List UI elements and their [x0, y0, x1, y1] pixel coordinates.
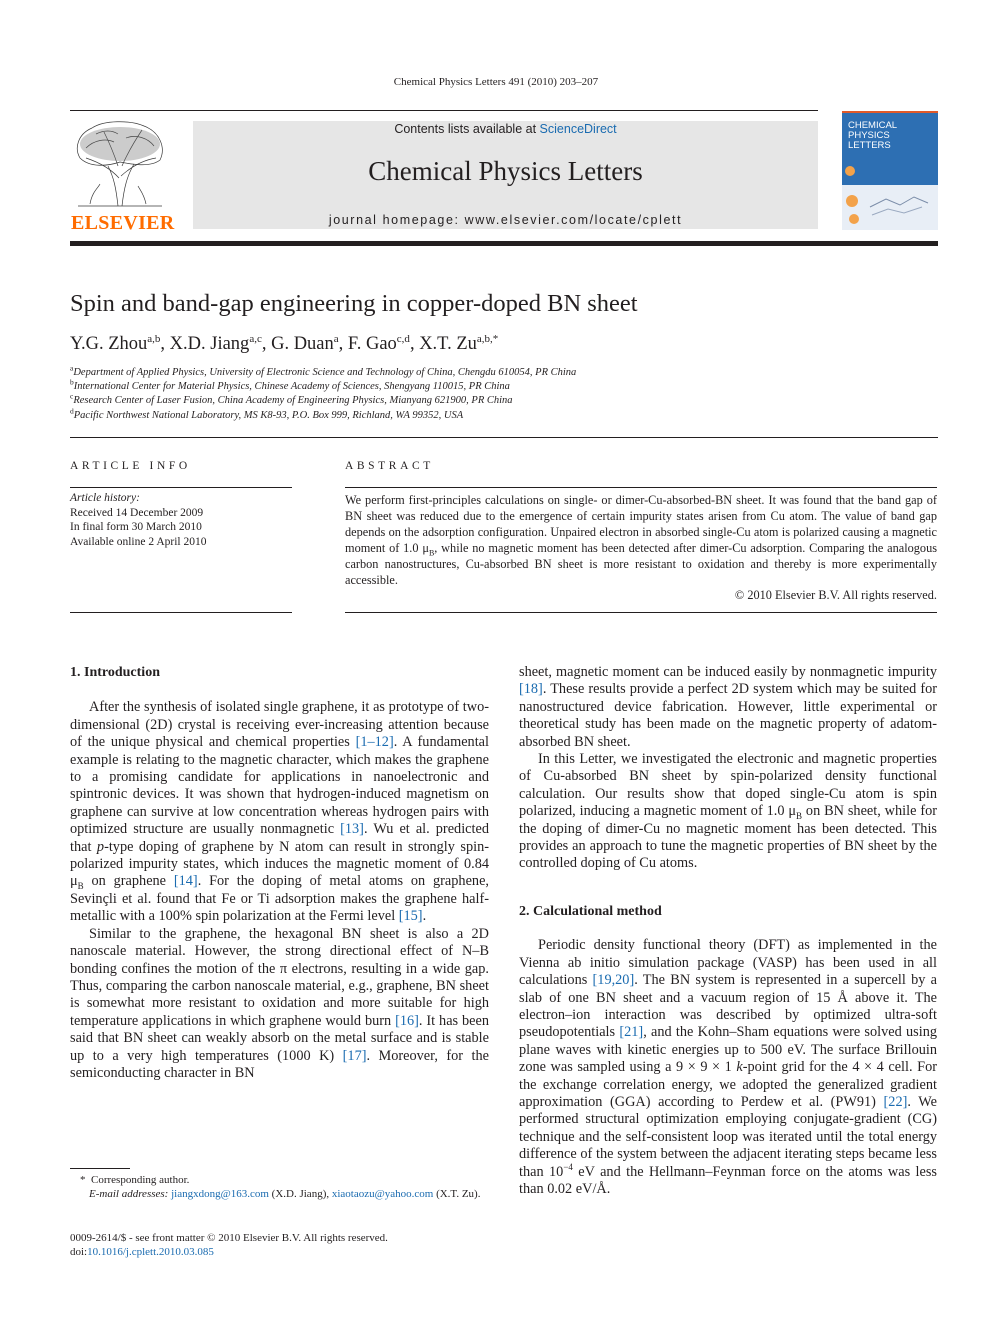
- journal-homepage[interactable]: journal homepage: www.elsevier.com/locate/cplett: [328, 213, 683, 227]
- cover-title: CHEMICAL PHYSICS LETTERS: [848, 120, 898, 151]
- author-affil-marker: a,b,*: [476, 332, 499, 345]
- journal-name: Chemical Physics Letters: [368, 156, 643, 186]
- email-addresses: E-mail addresses: jiangxdong@163.com (X.D. Jiang), xiaotaozu@yahoo.com (X.T. Zu).: [89, 1188, 481, 1200]
- running-head: Chemical Physics Letters 491 (2010) 203–207: [393, 76, 599, 88]
- author-affil-marker: a: [333, 332, 339, 345]
- abstract-text: We perform first-principles calculations on single- or dimer-Cu-absorbed-BN sheet. It was found that the band gap of BN sheet was reduced due to the emergence of certain impurity states arisen from Cu atom. The value of band gap depends on the adsorption configuration. Unpaired electron in absorbed single-Cu atom is polarized causing a magnetic moment of 1.0 $\mu_B$, while no magnetic moment has been detected after dimer-Cu adsorption. Comparing the analogous carbon nanostructures, Cu-absorbed BN sheet is more resistant to oxidation and thereby is more experimentally accessible.: [345, 493, 937, 587]
- citation-link[interactable]: [21]: [619, 1024, 644, 1041]
- article-info-rule: [70, 487, 292, 488]
- revised-date: In final form 30 March 2010: [70, 521, 202, 533]
- footnote-block: [70, 1173, 490, 1201]
- abstract-bottom-rule: [345, 612, 937, 613]
- left-column: [70, 664, 489, 1082]
- article-info-bottom-rule: [70, 612, 292, 613]
- section-heading-introduction: 1. Introduction: [70, 665, 160, 680]
- online-date: Available online 2 April 2010: [70, 535, 207, 548]
- header-top-rule: [70, 110, 818, 111]
- header-thick-rule: [70, 241, 938, 246]
- abstract-heading: ABSTRACT: [345, 460, 434, 472]
- footnote-rule: [70, 1168, 130, 1169]
- elsevier-tree-logo: [70, 118, 170, 210]
- affiliation-rule: [70, 437, 938, 438]
- section-heading-method: 2. Calculational method: [519, 903, 662, 919]
- author-name: X.T. Zu: [419, 334, 477, 354]
- elsevier-wordmark: ELSEVIER: [71, 212, 175, 234]
- author-affil-marker: c,d: [396, 332, 410, 345]
- affiliation-b: $^b$International Center for Material Physics, Chinese Academy of Sciences, Shengyang 110015, PR China: [70, 377, 510, 392]
- citation-link[interactable]: [13]: [340, 821, 364, 838]
- author-affil-marker: a,c: [249, 332, 262, 345]
- contents-prefix: Contents lists available at: [394, 122, 537, 136]
- email-link[interactable]: jiangxdong@163.com: [171, 1188, 269, 1200]
- affiliation-a: $^a$Department of Applied Physics, University of Electronic Science and Technology of China, Chengdu 610054, PR China: [70, 363, 577, 378]
- citation-link[interactable]: [1–12]: [355, 734, 394, 751]
- intro-paragraph-2: Similar to the graphene, the hexagonal BN sheet is also a 2D nanoscale material. However, the strong directional effect of N–B bonding confines the motion of the π electrons, resulting in a wide gap. Thus, comparing the carbon nanoscale material, e.g., graphene, BN sheet is somewhat more resistant to oxidation and more suitable for high temperature applications in which graphene would burn [16]. It has been said that BN sheet can weakly absorb on the metal surface and is stable up to a very high temperatures (1000 K) [17]. Moreover, for the semiconducting character in BN: [70, 925, 489, 1081]
- front-matter: [70, 1231, 388, 1259]
- author-name: X.D. Jiang: [169, 334, 250, 354]
- citation-link[interactable]: [19,20]: [592, 972, 635, 989]
- intro-paragraph-1: After the synthesis of isolated single graphene, it as prototype of two-dimensional (2D) crystal is receiving ever-increasing attention because of the unique physical and chemical properties [1–12]. A fundamental example is relating to the magnetic character, which makes the graphene to a promising candidate for applications in nanoelectronic and spintronic devices. It was shown that hydrogen-induced magnetism on graphene can survive at low concentration whereas hydrogen pairs with optimized structure are usually nonmagnetic [13]. Wu et al. predicted that p-type doping of graphene by N atom can result in strongly spin-polarized impurity states, which induces the magnetic moment of 0.84 $\mu_B$ on graphene [14]. For the doping of metal atoms on graphene, Sevinçli et al. found that Fe or Ti adsorption makes the graphene half-metallic with a 100% spin polarization at the Fermi level [15].: [70, 699, 489, 925]
- doi-line: doi:10.1016/j.cplett.2010.03.085: [70, 1246, 214, 1258]
- method-paragraph: Periodic density functional theory (DFT) as implemented in the Vienna ab initio simulation package (VASP) has been used in all calculations [19,20]. The BN system is represented in a supercell by a slab of one BN sheet and a vacuum region of 15 Å above it. The electron–ion interaction was described by optimized ultra-soft pseudopotentials [21], and the Kohn–Sham equations were solved using plane waves with kinetic energies up to 500 eV. The surface Brillouin zone was sampled using a 9 × 9 × 1 k-point grid for the 4 × 4 cell. For the exchange correlation energy, we adopted the generalized gradient approximation (GGA) according to Perdew et al. (PW91) [22]. We performed structural optimization employing conjugate-gradient (CG) technique and the self-consistent loop was iterated until the total energy difference of the system between the adjacent iterating steps became less than $10^{-4}$ eV and the Hellmann–Feynman force on the atoms was less than 0.02 eV/Å.: [519, 937, 937, 1197]
- abstract-copyright: © 2010 Elsevier B.V. All rights reserved.: [734, 588, 937, 602]
- abstract-rule: [345, 487, 937, 488]
- citation-link[interactable]: [14]: [173, 873, 198, 890]
- author-name: Y.G. Zhou: [70, 334, 148, 354]
- citation-link[interactable]: [22]: [883, 1093, 908, 1110]
- issn-line: 0009-2614/$ - see front matter © 2010 Elsevier B.V. All rights reserved.: [70, 1232, 388, 1244]
- sciencedirect-link[interactable]: ScienceDirect: [539, 122, 617, 136]
- article-info-heading: ARTICLE INFO: [70, 460, 191, 472]
- citation-link[interactable]: [16]: [395, 1012, 419, 1029]
- affiliation-d: $^d$Pacific Northwest National Laboratory, MS K8-93, P.O. Box 999, Richland, WA 99352, USA: [70, 406, 464, 421]
- citation-link[interactable]: [18]: [519, 681, 543, 698]
- doi-link[interactable]: 10.1016/j.cplett.2010.03.085: [87, 1246, 214, 1258]
- contents-line: [193, 122, 818, 136]
- author-name: F. Gao: [347, 334, 397, 354]
- history-label: Article history:: [70, 492, 140, 504]
- received-date: Received 14 December 2009: [70, 506, 204, 519]
- affiliation-c: $^c$Research Center of Laser Fusion, China Academy of Engineering Physics, Mianyang 621900, PR China: [70, 391, 513, 406]
- author-affil-marker: a,b: [147, 332, 161, 345]
- citation-link[interactable]: [15]: [398, 908, 423, 925]
- intro-paragraph-4: In this Letter, we investigated the electronic and magnetic properties of Cu-absorbed BN sheet by spin-polarized density functional calculation. Our results show that doped single-Cu atom is spin polarized, inducing a magnetic moment of 1.0 $\mu_B$ on BN sheet, while for the doping of dimer-Cu no magnetic moment has been detected. This provides an approach to tune the magnetic properties of BN sheet by the controlled doping of Cu atoms.: [519, 751, 938, 872]
- email-link[interactable]: xiaotaozu@yahoo.com: [331, 1188, 434, 1200]
- article-history: [70, 491, 206, 549]
- journal-cover-thumbnail: [842, 111, 938, 230]
- citation-link[interactable]: [17]: [342, 1047, 367, 1064]
- corresponding-author-note: * Corresponding author.: [80, 1174, 190, 1186]
- cover-artwork: [842, 111, 938, 230]
- author-list: Y.G. Zhou$^{a,b}$, X.D. Jiang$^{a,c}$, G. Duan$^a$, F. Gao$^{c,d}$, X.T. $Zu^{a,b,*}$: [70, 332, 499, 354]
- author-name: G. Duan: [271, 334, 334, 354]
- article-title: Spin and band-gap engineering in copper-doped BN sheet: [70, 290, 638, 317]
- right-column: [519, 664, 937, 1198]
- intro-paragraph-3: sheet, magnetic moment can be induced easily by nonmagnetic impurity [18]. These results provide a perfect 2D system which may be suited for nanostructured device fabrication. However, little experimental or theoretical study has been made on the magnetic property of adatom-absorbed BN sheet.: [519, 664, 937, 750]
